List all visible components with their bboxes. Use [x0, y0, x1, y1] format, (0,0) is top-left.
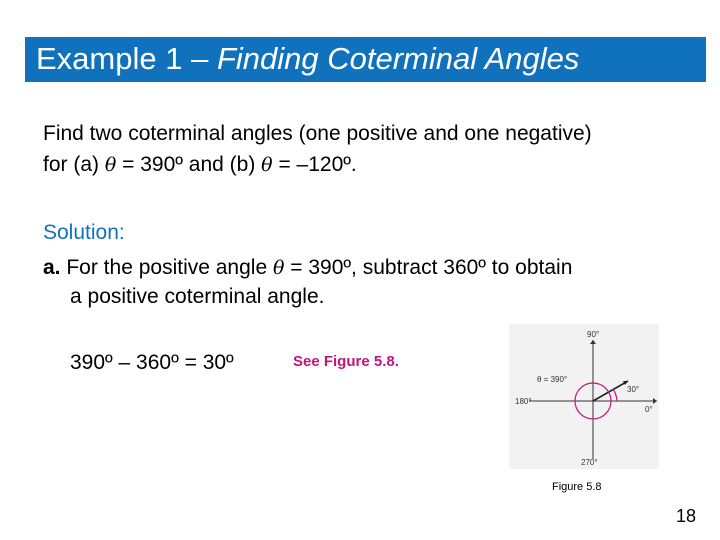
problem-line2-c: = –120º.	[272, 153, 357, 176]
part-a-line-2: a positive coterminal angle.	[70, 285, 325, 308]
figure-5-8	[509, 324, 659, 469]
title-italic: Finding Coterminal Angles	[216, 41, 580, 76]
angle-figure-svg	[509, 324, 659, 469]
page-number: 18	[676, 506, 697, 526]
part-a-text-1: For the positive angle	[60, 256, 273, 279]
problem-line2-a: for (a)	[43, 153, 105, 176]
title-bar	[25, 37, 706, 82]
y-axis-arrow	[590, 340, 596, 344]
theta-symbol: θ	[104, 154, 117, 176]
label-270: 270°	[581, 458, 598, 467]
solution-label: Solution:	[43, 221, 125, 244]
part-a-label: a.	[43, 256, 61, 279]
label-90: 90°	[587, 330, 600, 339]
rotation-arc-30	[613, 389, 617, 401]
part-a-line-1	[43, 255, 572, 281]
problem-line2-b: = 390º and (b)	[116, 153, 262, 176]
part-a-text-2: = 390º, subtract 360º to obtain	[284, 256, 573, 279]
equation: 390º – 360º = 30º	[70, 351, 234, 374]
problem-line-2	[43, 152, 357, 178]
x-axis-arrow	[653, 398, 657, 404]
slide-title	[36, 40, 579, 78]
label-0: 0°	[645, 405, 653, 414]
label-theta-390: θ = 390°	[537, 375, 568, 384]
label-180: 180°	[515, 397, 532, 406]
figure-caption: Figure 5.8	[552, 481, 602, 493]
theta-symbol: θ	[261, 154, 273, 176]
title-prefix: Example 1 –	[36, 41, 217, 76]
theta-symbol: θ	[272, 257, 285, 279]
problem-line-1: Find two coterminal angles (one positive and one negative)	[43, 122, 592, 145]
see-figure-note: See Figure 5.8.	[293, 353, 399, 370]
label-30: 30°	[627, 385, 640, 394]
